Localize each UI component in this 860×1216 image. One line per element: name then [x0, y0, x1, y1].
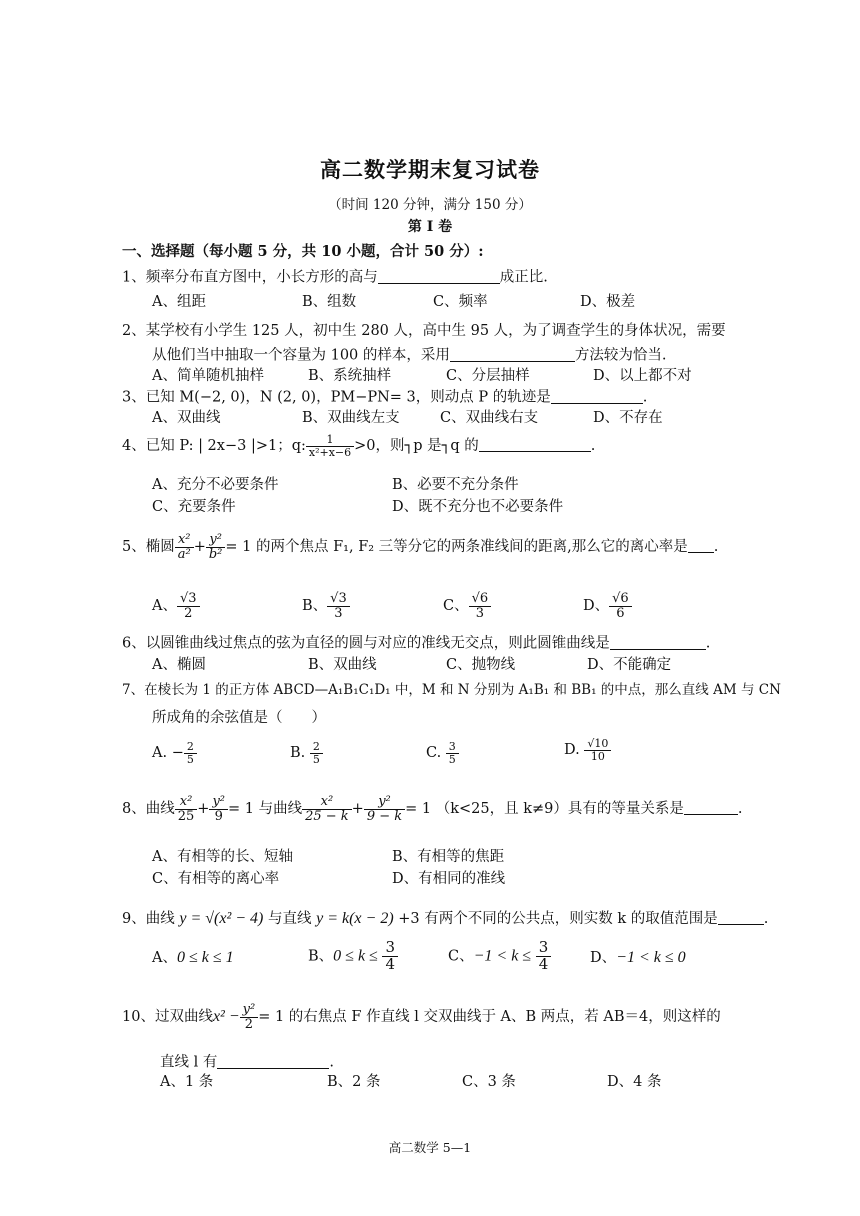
q5-a-num: √3: [177, 592, 200, 607]
question-9: [122, 909, 768, 928]
q2-line2: 从他们当中抽取一个容量为 100 的样本，采用: [152, 347, 450, 364]
q9-c-fraction: [536, 940, 552, 973]
q8-d2: 9: [214, 808, 223, 824]
q9-a-expr: 0 ≤ k ≤ 1: [176, 949, 234, 966]
q7-d-num: √10: [584, 738, 611, 751]
q5-b-den: 3: [334, 605, 343, 621]
q8-frac2: [209, 795, 228, 823]
question-1: [122, 268, 548, 287]
q7-b-den: 5: [312, 752, 320, 766]
q9-b-expr: 0 ≤ k ≤: [333, 947, 378, 965]
q9-option-a: [152, 948, 234, 967]
q7-d-label: D.: [564, 742, 580, 759]
q9-option-b: [308, 940, 398, 973]
q7-d-fraction: [584, 738, 611, 762]
q5-c-den: 3: [475, 605, 485, 621]
q6-option-d: D、不能确定: [587, 657, 672, 673]
q5-b-fraction: [327, 592, 350, 620]
q6-tail: .: [705, 635, 711, 652]
q5-fraction-x: [175, 533, 194, 561]
q7-b-num: 2: [310, 741, 323, 754]
q9-c-num: 3: [536, 940, 552, 957]
q9-option-c: [448, 940, 551, 973]
q9-mid: 与直线: [267, 911, 312, 927]
q6-option-b: B、双曲线: [308, 657, 377, 673]
q5-den1: a²: [177, 546, 191, 562]
q8-cond: = 1 （k<25，且 k≠9）具有的等量关系是: [405, 801, 684, 818]
q4-fraction-num: 1: [306, 434, 354, 447]
q10-blank: [217, 1053, 329, 1069]
q8-option-d: D、有相同的准线: [392, 871, 506, 887]
q10-rest: = 1 的右焦点 F 作直线 l 交双曲线于 A、B 两点，若 AB＝4，则这样的: [258, 1009, 721, 1026]
q5-b-label: B、: [302, 598, 328, 615]
q3-option-d: D、不存在: [593, 410, 663, 426]
q7-b-fraction: [310, 741, 323, 765]
q8-n1: x²: [175, 795, 198, 810]
q10-pre: 10、过双曲线: [122, 1009, 213, 1026]
q5-option-c: [443, 592, 491, 620]
q5-option-d: [583, 592, 632, 620]
part-label: 第 I 卷: [407, 219, 453, 235]
q3-tail: .: [642, 389, 648, 406]
q5-a-fraction: [177, 592, 200, 620]
page-footer: 高二数学 5—1: [388, 1140, 472, 1155]
q8-frac1: [175, 795, 198, 823]
q10-x2: x² −: [212, 1008, 240, 1026]
q9-b-num: 3: [382, 940, 398, 957]
q1-stem: 1、频率分布直方图中，小长方形的高与: [122, 269, 378, 286]
q5-plus: +: [193, 539, 206, 556]
q5-d-label: D、: [583, 598, 610, 615]
exam-time-info: （时间 120 分钟，满分 150 分）: [328, 197, 532, 213]
q9-b-fraction: [382, 940, 398, 973]
q9-c-den: 4: [538, 954, 549, 973]
q5-b-num: √3: [327, 592, 350, 607]
q4-mid: >0，则┐p 是┐q 的: [354, 438, 479, 455]
q5-fraction-y: [206, 533, 226, 561]
q9-d-label: D、: [590, 950, 617, 966]
q8-n2: y²: [209, 795, 228, 810]
q10-option-d: D、4 条: [607, 1074, 662, 1090]
q9-c-label: C、: [448, 948, 474, 965]
q8-blank: [684, 800, 738, 816]
q8-d1: 25: [177, 808, 195, 824]
section-heading: 一、选择题（每小题 5 分，共 10 小题，合计 50 分）:: [122, 243, 484, 260]
q7-a-sign: −: [171, 745, 184, 762]
q1-option-a: A、组距: [152, 294, 206, 310]
q10-fraction: [240, 1003, 259, 1031]
page-title: 高二数学期末复习试卷: [320, 158, 540, 182]
q8-mid: = 1 与曲线: [228, 801, 303, 818]
q5-c-label: C、: [443, 598, 469, 615]
q5-d-num: √6: [609, 592, 632, 607]
q3-blank: [551, 388, 643, 404]
q9-d-expr: −1 < k ≤ 0: [616, 949, 686, 966]
q7-a-label: A.: [152, 745, 168, 762]
q7-option-a: [152, 741, 197, 765]
q1-option-c: C、频率: [433, 294, 488, 310]
question-5: [122, 533, 718, 561]
q10-line2: [160, 1053, 334, 1072]
q5-num2: y²: [206, 533, 226, 548]
q9-blank: [718, 910, 764, 926]
q7-line2: 所成角的余弦值是（ ）: [152, 710, 326, 726]
q9-c-expr: −1 < k ≤: [473, 947, 532, 965]
q9-a-label: A、: [152, 950, 177, 966]
q8-frac4: [364, 795, 405, 823]
q2-option-d: D、以上都不对: [593, 368, 692, 384]
q1-tail: 成正比.: [499, 269, 548, 286]
q5-a-label: A、: [152, 598, 177, 615]
q4-tail: .: [590, 438, 596, 455]
q3-stem: 3、已知 M(−2, 0)，N (2, 0)，PM−PN= 3，则动点 P 的轨迹是: [122, 389, 551, 406]
question-2: [152, 346, 667, 365]
q7-c-label: C.: [426, 745, 442, 762]
q7-a-fraction: [184, 741, 197, 765]
q4-blank: [479, 437, 591, 453]
q6-stem: 6、以圆锥曲线过焦点的弦为直径的圆与对应的准线无交点，则此圆锥曲线是: [122, 635, 610, 652]
q6-option-a: A、椭圆: [152, 657, 206, 673]
q9-line: y = k(x − 2): [316, 910, 394, 927]
q4-option-d: D、既不充分也不必要条件: [392, 499, 564, 515]
q5-den2: b²: [208, 546, 223, 562]
q5-pre: 5、椭圆: [122, 539, 175, 556]
q5-d-fraction: [609, 592, 632, 620]
q7-option-b: [290, 741, 323, 765]
q3-option-b: B、双曲线左支: [302, 410, 400, 426]
q5-a-den: 2: [184, 605, 193, 621]
q9-pre: 9、曲线: [122, 911, 175, 927]
q9-b-den: 4: [385, 954, 395, 973]
q10-option-a: A、1 条: [160, 1074, 214, 1090]
q2-option-c: C、分层抽样: [446, 368, 530, 384]
q4-option-a: A、充分不必要条件: [152, 477, 279, 493]
q4-fraction-den: x²+x−6: [308, 445, 352, 459]
q4-option-c: C、充要条件: [152, 499, 236, 515]
q7-a-num: 2: [184, 741, 197, 754]
q7-b-label: B.: [290, 745, 306, 762]
q8-tail: .: [737, 801, 743, 818]
q8-d4: 9 − k: [366, 808, 403, 824]
question-6: [122, 634, 710, 653]
q8-option-b: B、有相等的焦距: [392, 849, 505, 865]
q2-blank: [450, 346, 575, 362]
q7-a-den: 5: [186, 752, 194, 766]
q9-curve: y = √(x² − 4): [179, 910, 264, 927]
q5-option-b: [302, 592, 350, 620]
q2-option-a: A、简单随机抽样: [152, 368, 264, 384]
q9-rest: +3 有两个不同的公共点，则实数 k 的取值范围是: [398, 911, 718, 927]
q7-c-den: 5: [448, 752, 456, 766]
q8-frac3: [302, 795, 352, 823]
q2-line1: 2、某学校有小学生 125 人，初中生 280 人，高中生 95 人，为了调查学生的身体状况，需要: [122, 323, 726, 339]
q1-blank: [378, 268, 500, 284]
q5-c-num: √6: [469, 592, 492, 607]
q10-line2-text: 直线 l 有: [160, 1054, 218, 1071]
q9-option-d: [590, 948, 686, 967]
q10-option-b: B、2 条: [327, 1074, 381, 1090]
question-3: [122, 388, 647, 407]
q4-option-b: B、必要不充分条件: [392, 477, 519, 493]
q7-option-d: [564, 738, 611, 762]
q1-option-d: D、极差: [580, 294, 636, 310]
q8-option-a: A、有相等的长、短轴: [152, 849, 293, 865]
q9-tail: .: [763, 911, 769, 927]
q1-option-b: B、组数: [302, 294, 357, 310]
question-8: 8、曲线 $\frac{\text{x²}}{25}$ + $\frac{\text{y²}}{9}$ = 1 与曲线 $\frac{\text{x²}}{25 - k}$ + $\frac{\text{y²}}{9 - k}$ = 1 （k<25，且 k≠9）具有的等量关系是 .: [122, 794, 743, 824]
q4-fraction: [306, 434, 354, 458]
q3-option-a: A、双曲线: [152, 410, 221, 426]
question-10: [122, 1003, 721, 1031]
q3-option-c: C、双曲线右支: [440, 410, 539, 426]
q8-option-c: C、有相等的离心率: [152, 871, 280, 887]
q10-option-c: C、3 条: [462, 1074, 516, 1090]
q5-option-a: [152, 592, 200, 620]
q7-option-c: [426, 741, 459, 765]
q10-num: y²: [240, 1003, 259, 1018]
q4-pre: 4、已知 P: | 2x−3 |>1；q:: [122, 438, 306, 455]
question-4: [122, 434, 595, 458]
q9-b-label: B、: [308, 948, 334, 965]
q2-option-b: B、系统抽样: [308, 368, 392, 384]
q5-num1: x²: [175, 533, 194, 548]
q7-d-den: 10: [590, 749, 605, 763]
q2-tail: 方法较为恰当.: [574, 347, 667, 364]
q10-tail: .: [329, 1054, 334, 1071]
q5-tail: .: [713, 539, 719, 556]
q5-d-den: 6: [616, 605, 625, 621]
q10-den: 2: [244, 1016, 254, 1032]
q8-n3: x²: [302, 795, 352, 810]
q7-line1: 7、在棱长为 1 的正方体 ABCD—A₁B₁C₁D₁ 中，M 和 N 分别为 A₁B₁ 和 BB₁ 的中点，那么直线 AM 与 CN: [122, 682, 781, 698]
q6-option-c: C、抛物线: [446, 657, 516, 673]
q8-n4: y²: [364, 795, 405, 810]
q8-pre: 8、曲线: [122, 801, 175, 818]
q5-eq: = 1 的两个焦点 F₁, F₂ 三等分它的两条准线间的距离,那么它的离心率是: [225, 539, 688, 556]
q7-c-fraction: [446, 741, 459, 765]
q5-c-fraction: [469, 592, 492, 620]
q5-blank: [688, 538, 714, 554]
q8-d3: 25 − k: [305, 808, 349, 824]
q6-blank: [610, 634, 706, 650]
q7-c-num: 3: [446, 741, 459, 754]
